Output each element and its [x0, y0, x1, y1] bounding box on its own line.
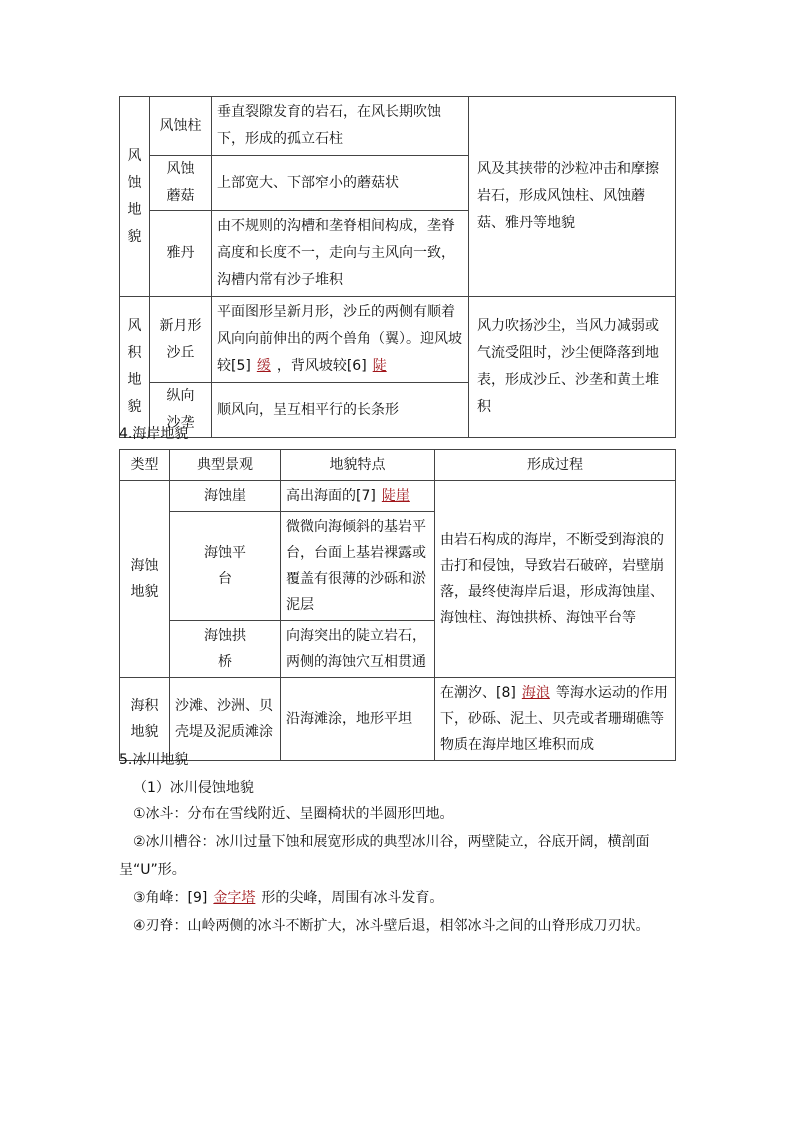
- landscape-cell: 风蚀蘑菇: [150, 156, 212, 211]
- answer-blank-5: 缓: [256, 358, 271, 374]
- table-row: [120, 481, 676, 512]
- feature-cell: [212, 297, 469, 383]
- process-text: 等海水运动的作用下，砂砾、泥土、贝壳或者珊瑚礁等物质在海岸地区堆积而成: [440, 685, 668, 753]
- coastal-landform-table: [119, 449, 676, 761]
- wind-landform-table: [119, 96, 676, 438]
- landscape-cell: 海蚀平台: [170, 512, 281, 621]
- glacier-item: [119, 884, 679, 912]
- process-cell: 由岩石构成的海岸，不断受到海浪的击打和侵蚀，导致岩石破碎，岩壁崩落，最终使海岸后退，形成海蚀崖、海蚀柱、海蚀拱桥、海蚀平台等: [435, 481, 676, 678]
- answer-blank-8: 海浪: [521, 685, 550, 701]
- section-heading: 4.海岸地貌: [119, 426, 189, 442]
- landscape-cell: 海蚀崖: [170, 481, 281, 512]
- answer-blank-9: 金字塔: [213, 890, 256, 906]
- process-cell: 风及其挟带的沙粒冲击和摩擦岩石，形成风蚀柱、风蚀蘑菇、雅丹等地貌: [469, 97, 676, 297]
- column-header: 地貌特点: [281, 450, 435, 481]
- landscape-cell: 海蚀拱桥: [170, 621, 281, 678]
- feature-cell: 垂直裂隙发育的岩石，在风长期吹蚀下，形成的孤立石柱: [212, 97, 469, 156]
- landscape-cell: 纵向沙垄: [150, 383, 212, 438]
- table-row: [120, 297, 676, 383]
- item-text: 形的尖峰，周围有冰斗发育。: [261, 890, 444, 906]
- glacier-item: ①冰斗：分布在雪线附近、呈圈椅状的半圆形凹地。: [133, 806, 454, 822]
- feature-cell: 微微向海倾斜的基岩平台，台面上基岩裸露或覆盖有很薄的沙砾和淤泥层: [281, 512, 435, 621]
- feature-cell: 由不规则的沟槽和垄脊相间构成，垄脊高度和长度不一，走向与主风向一致，沟槽内常有沙子堆积: [212, 211, 469, 297]
- item-text: ③角峰：[9]: [133, 890, 208, 906]
- group-cell: 海积地貌: [120, 678, 170, 761]
- feature-cell: 顺风向，呈互相平行的长条形: [212, 383, 469, 438]
- feature-text: 高出海面的[7]: [286, 488, 376, 504]
- landscape-cell: 风蚀柱: [150, 97, 212, 156]
- section-heading: 5.冰川地貌: [119, 752, 189, 768]
- subsection-heading: （1）冰川侵蚀地貌: [133, 780, 254, 796]
- group-cell: 海蚀地貌: [120, 481, 170, 678]
- group-cell: 风蚀地貌: [120, 97, 150, 297]
- table-header-row: [120, 450, 676, 481]
- process-text: 在潮汐、[8]: [440, 685, 516, 701]
- landscape-cell: 雅丹: [150, 211, 212, 297]
- process-cell: 风力吹扬沙尘，当风力减弱或气流受阻时，沙尘便降落到地表，形成沙丘、沙垄和黄土堆积: [469, 297, 676, 438]
- column-header: 典型景观: [170, 450, 281, 481]
- column-header: 形成过程: [435, 450, 676, 481]
- feature-cell: 向海突出的陡立岩石，两侧的海蚀穴互相贯通: [281, 621, 435, 678]
- process-cell: [435, 678, 676, 761]
- feature-cell: 沿海滩涂，地形平坦: [281, 678, 435, 761]
- column-header: 类型: [120, 450, 170, 481]
- group-cell: 风积地貌: [120, 297, 150, 438]
- feature-cell: 上部宽大、下部窄小的蘑菇状: [212, 156, 469, 211]
- feature-text: ，背风坡较[6]: [276, 358, 367, 374]
- table-row: [120, 678, 676, 761]
- answer-blank-7: 陡崖: [381, 488, 410, 504]
- answer-blank-6: 陡: [372, 358, 387, 374]
- glacier-item: ④刃脊：山岭两侧的冰斗不断扩大，冰斗壁后退，相邻冰斗之间的山脊形成刀刃状。: [133, 918, 650, 934]
- feature-text: 平面图形呈新月形，沙丘的两侧有顺着风向向前伸出的两个兽角（翼）。迎风坡较[5]: [217, 304, 462, 374]
- table-row: [120, 97, 676, 156]
- landscape-cell: 沙滩、沙洲、贝壳堤及泥质滩涂: [170, 678, 281, 761]
- landscape-cell: 新月形沙丘: [150, 297, 212, 383]
- glacier-item: ②冰川槽谷：冰川过量下蚀和展宽形成的典型冰川谷，两壁陡立，谷底开阔，横剖面呈“U”形。: [119, 834, 650, 878]
- feature-cell: [281, 481, 435, 512]
